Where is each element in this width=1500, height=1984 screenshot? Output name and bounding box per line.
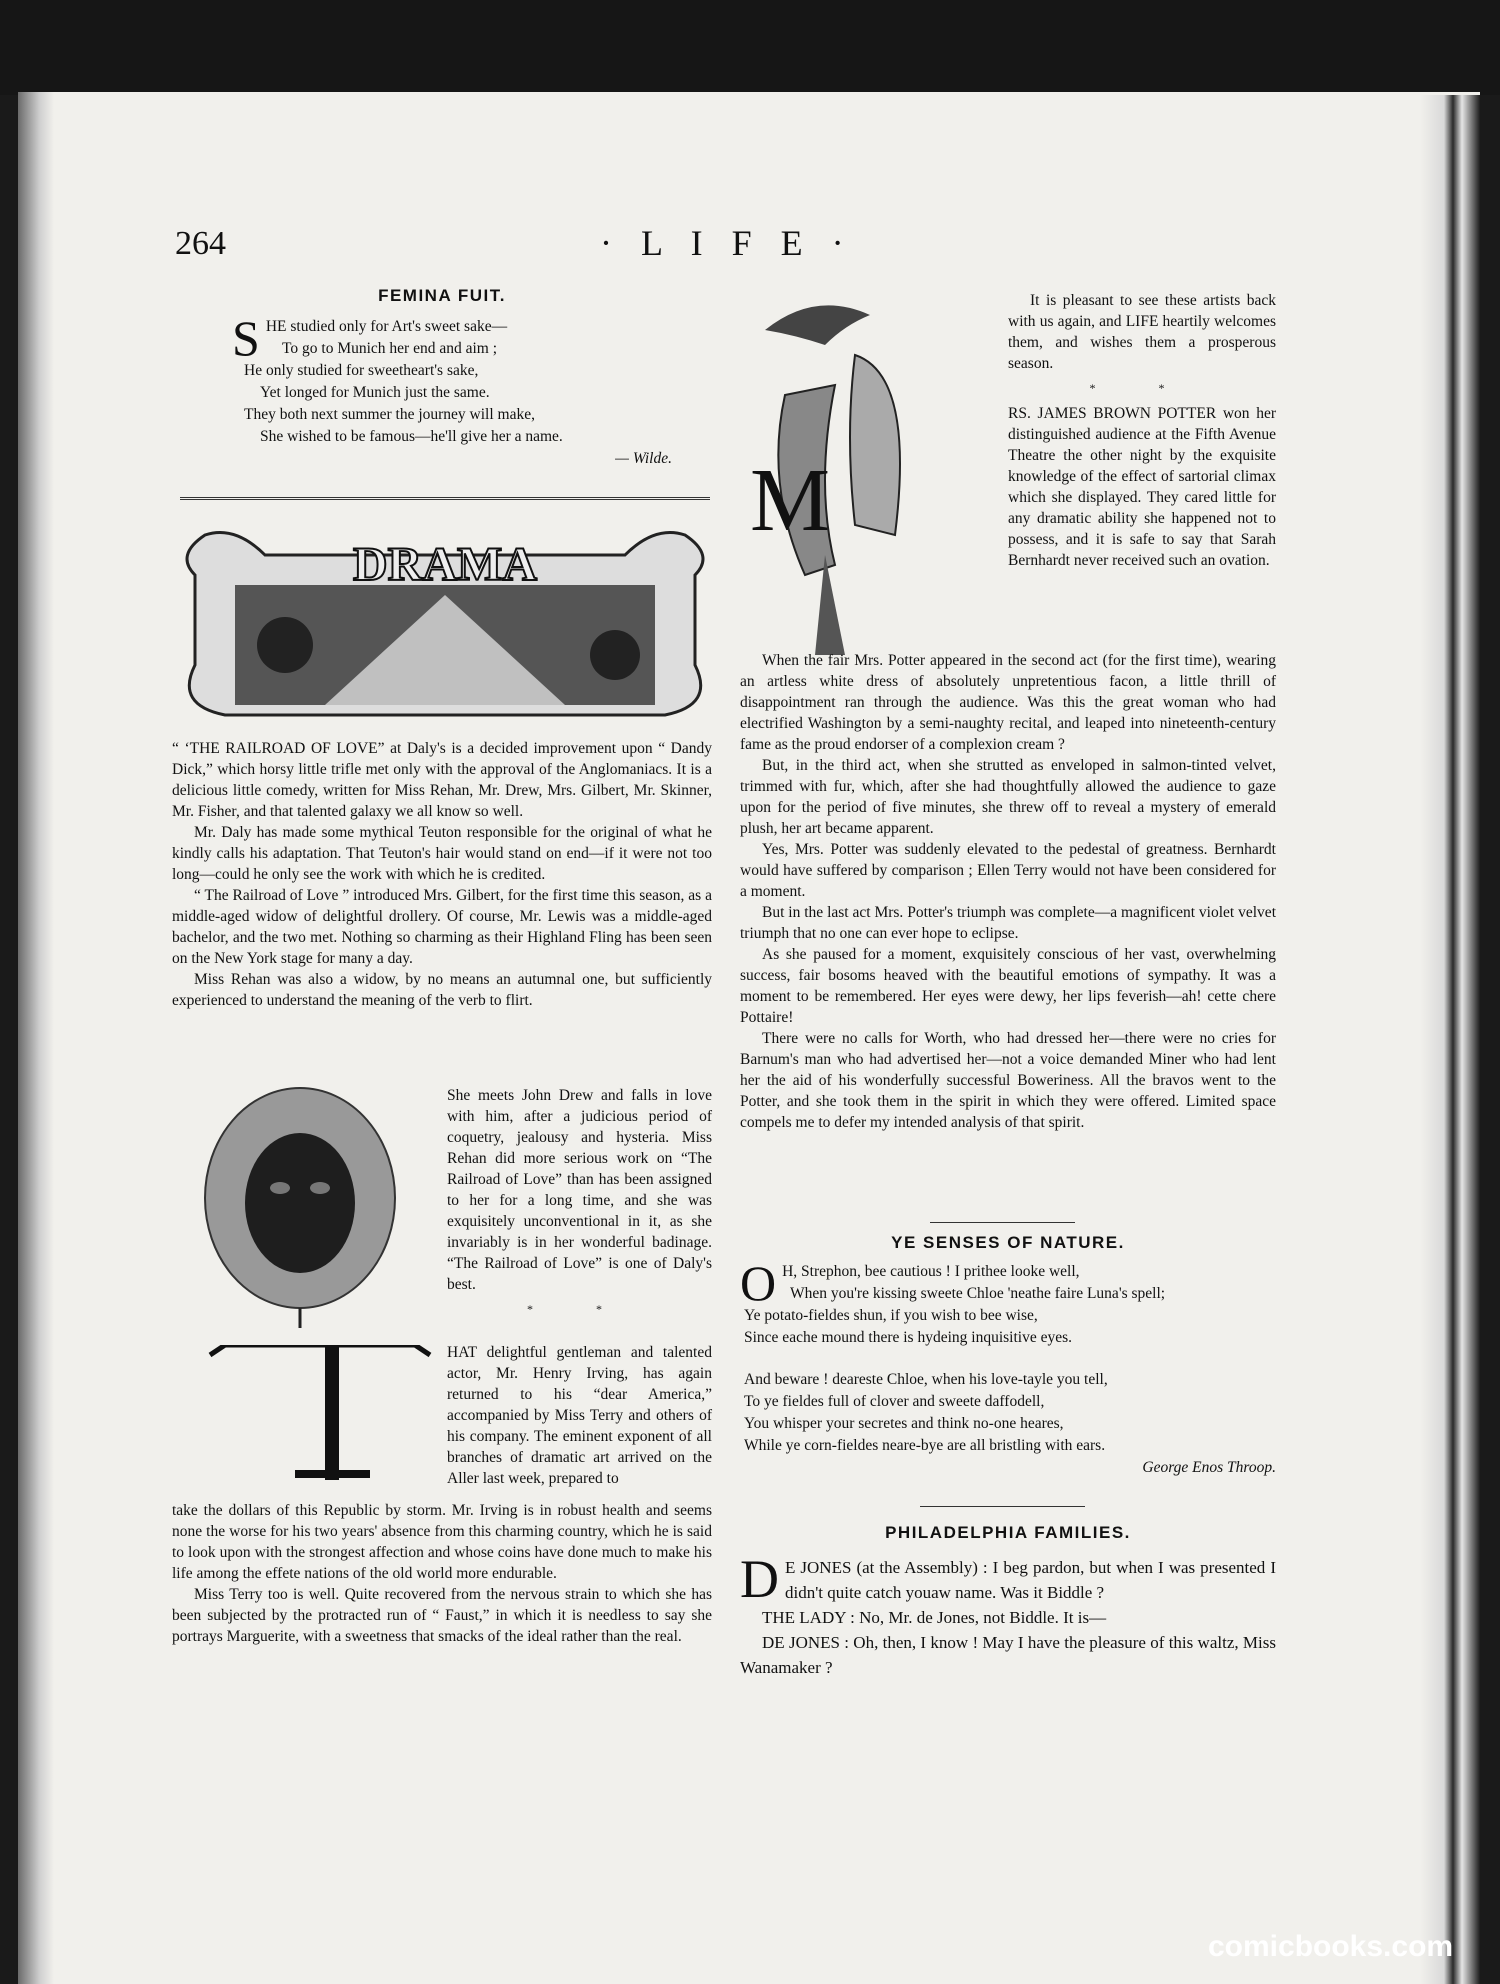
potter-paragraph-4: Yes, Mrs. Potter was suddenly elevated to the pedestal of greatness. Bernhardt would have suffered by comparison ; Ellen Terry would not have been considered for a moment.: [740, 841, 1276, 900]
watermark: comicbooks.com: [1208, 1930, 1454, 1963]
drama-paragraph-4b: She meets John Drew and falls in love with him, after a judicious period of coquetry, jealousy and hysteria. Miss Rehan did more serious work on “The Railroad of Love” than has been assigned to her for a long time, and she was exquisitely unconventional in it, as she invariably is in her wonderful badinage. “The Railroad of Love” is one of Daly's best.: [447, 1087, 712, 1293]
initial-t-foot: [295, 1470, 370, 1478]
page-right-edge: [1420, 95, 1480, 1984]
femina-line-1: HE studied only for Art's sweet sake—: [265, 318, 508, 335]
theatre-mask-illustration: [175, 1078, 430, 1328]
banner-palm-foliage: [257, 617, 313, 673]
potter-paragraph-5: But in the last act Mrs. Potter's triumph was complete—a magnificent violet velvet triumph that no one can ever hope to eclipse.: [740, 904, 1276, 942]
femina-line-2: To go to Munich her end and aim ;: [282, 340, 498, 357]
senses-line-4: Since eache mound there is hydeing inquisitive eyes.: [744, 1329, 1072, 1346]
illustration-wing: [765, 305, 870, 345]
potter-intro: [1008, 290, 1276, 571]
drama-paragraph-5: HAT delightful gentleman and talented actor, Mr. Henry Irving, has again returned to his “dear America,” accompanied by Miss Terry and others of his company. The eminent exponent of all branches of dramatic art arrived on the Aller last week, prepared to: [447, 1344, 712, 1487]
philadelphia-line-1: D E JONES (at the Assembly) : I beg pardon, but when I was presented I didn't quite catch youaw name. Was it Biddle ?: [740, 1549, 1276, 1609]
banner-right-foliage: [590, 630, 640, 680]
philadelphia-title: PHILADELPHIA FAMILIES.: [885, 1523, 1131, 1542]
femina-line-5: They both next summer the journey will make,: [244, 406, 535, 423]
femina-dropcap: S: [232, 310, 260, 366]
senses-signature: George Enos Throop.: [1142, 1459, 1276, 1476]
philadelphia-lady-line: THE LADY : No, Mr. de Jones, not Biddle. It is—: [762, 1608, 1107, 1627]
femina-title: FEMINA FUIT.: [378, 286, 506, 305]
mask-face: [245, 1133, 355, 1273]
initial-t-crossbar: [210, 1345, 430, 1355]
senses-line-8: While ye corn-fieldes neare-bye are all bristling with ears.: [744, 1437, 1106, 1454]
initial-t-stem: [325, 1345, 339, 1480]
drama-article-bottom: [172, 1500, 712, 1647]
senses-line-1: H, Strephon, bee cautious ! I prithee looke well,: [782, 1263, 1080, 1280]
potter-paragraph-2: When the fair Mrs. Potter appeared in the second act (for the first time), wearing an artless white dress of absolutely unpretentious facon, a little thrill of disappointment ran through the audience. Was this the great woman who had electrified Washington by a semi-naughty recital, and leaped into nineteenth-century fame as the proud endorser of a complexion cream ?: [740, 652, 1276, 753]
femina-signature: — Wilde.: [615, 450, 672, 467]
senses-of-nature-section: [740, 1232, 1276, 1479]
philadelphia-families-section: [740, 1520, 1276, 1680]
drama-column-wrap-2: [447, 1342, 712, 1489]
femina-poem: [232, 310, 712, 470]
potter-paragraph-6: As she paused for a moment, exquisitely conscious of her vast, overwhelming success, fair bosoms heaved with the beautiful emotions of sympathy. It was a moment to be remembered. Her eyes were dewy, her lips feverish—ah! cette chere Pottaire!: [740, 946, 1276, 1026]
potter-paragraph-0: It is pleasant to see these artists back with us again, and LIFE heartily welcomes them, and wishes them a prosperous season.: [1008, 292, 1276, 372]
drama-article-top: [172, 738, 712, 1011]
drama-paragraph-2: Mr. Daly has made some mythical Teuton responsible for the original of what he kindly calls his adaptation. That Teuton's hair would stand on end—if it were not too long—could he only see the work with which he is credited.: [172, 824, 712, 883]
senses-line-7: You whisper your secretes and think no-one heares,: [744, 1415, 1064, 1432]
section-divider-short-2: [920, 1506, 1085, 1507]
banner-title: DRAMA: [353, 538, 537, 591]
masthead: · L I F E ·: [600, 223, 854, 263]
philadelphia-jones-line: DE JONES : Oh, then, I know ! May I have the pleasure of this waltz, Miss Wanamaker ?: [740, 1633, 1276, 1677]
drama-banner-illustration: [175, 515, 715, 730]
section-stars-right: * *: [1089, 381, 1195, 395]
senses-title: YE SENSES OF NATURE.: [891, 1233, 1125, 1252]
drama-paragraph-3: “ The Railroad of Love ” introduced Mrs. Gilbert, for the first time this season, as a middle-aged widow of delightful drollery. Of course, Mr. Lewis was a middle-aged bachelor, and the two met. Nothing so charming as their Highland Fling has been seen on the New York stage for many a day.: [172, 887, 712, 967]
senses-line-5: And beware ! deareste Chloe, when his love-tayle you tell,: [744, 1371, 1108, 1388]
drama-paragraph-5b: take the dollars of this Republic by storm. Mr. Irving is in robust health and seems none the worse for his two years' absence from this charming country, which he is said to look upon with the strongest affection and whose coins have done much to make his life among the effete nations of the old world more endurable.: [172, 1502, 712, 1582]
senses-line-6: To ye fieldes full of clover and sweete daffodell,: [744, 1393, 1045, 1410]
drama-paragraph-6: Miss Terry too is well. Quite recovered from the nervous strain to which she has been subjected by the protracted run of “ Faust,” in which it is needless to say she portrays Marguerite, with a sweetness that smacks of the ideal rather than the real.: [172, 1586, 712, 1645]
illustration-right-sleeve: [850, 355, 900, 535]
femina-line-6: She wished to be famous—he'll give her a name.: [260, 428, 563, 445]
femina-fuit-section: [172, 285, 712, 470]
femina-line-3: He only studied for sweetheart's sake,: [244, 362, 479, 379]
senses-dropcap: O: [740, 1255, 777, 1311]
drama-column-wrap-1: [447, 1085, 712, 1324]
drama-paragraph-1: “ ‘THE RAILROAD OF LOVE” at Daly's is a decided improvement upon “ Dandy Dick,” which horsy little trifle met only with the approval of the Anglomaniacs. It is a delicious little comedy, written for Miss Rehan, Mr. Drew, Mrs. Gilbert, Mr. Skinner, Mr. Fisher, and that talented galaxy we all know so well.: [172, 740, 712, 820]
senses-line-3: Ye potato-fieldes shun, if you wish to bee wise,: [744, 1307, 1038, 1324]
mask-left-eye: [270, 1182, 290, 1194]
philadelphia-dropcap: D: [740, 1549, 779, 1609]
potter-article: [740, 650, 1276, 1133]
femina-line-4: Yet longed for Munich just the same.: [260, 384, 490, 401]
potter-paragraph-3: But, in the third act, when she strutted as enveloped in salmon-tinted velvet, trimmed with fur, which, after she had thoughtfully allowed the audience to gaze upon for the period of five minutes, she threw off to reveal a mystery of emerald plush, her art became apparent.: [740, 757, 1276, 837]
senses-poem: [740, 1255, 1276, 1479]
drama-paragraph-4: Miss Rehan was also a widow, by no means an autumnal one, but sufficiently experienced to understand the meaning of the verb to flirt.: [172, 971, 712, 1009]
mask-right-eye: [310, 1182, 330, 1194]
page-binding-shadow: [18, 92, 54, 1984]
section-divider: [180, 497, 710, 500]
scan-border-top: [0, 0, 1500, 95]
potter-dress-illustration: [745, 285, 995, 660]
section-stars-left: * *: [527, 1302, 632, 1316]
senses-line-2: When you're kissing sweete Chloe 'neathe faire Luna's spell;: [790, 1285, 1166, 1302]
potter-paragraph-7: There were no calls for Worth, who had dressed her—there were no cries for Barnum's man who had advertised her—not a voice demanded Miner who had lent her the aid of his wonderfully successful Boweriness. All the bravos went to the Potter, and she took them in the spirit in which they were offered. Limited space compels me to defer my intended analysis of that spirit.: [740, 1030, 1276, 1131]
section-divider-short: [930, 1222, 1075, 1223]
page-number: 264: [175, 225, 226, 262]
potter-dropcap: M: [750, 451, 831, 550]
potter-paragraph-1: RS. JAMES BROWN POTTER won her distinguished audience at the Fifth Avenue Theatre the other night by the exquisite knowledge of the effect of sartorial climax which she displayed. They cared little for any dramatic ability she happened not to possess, and it is safe to say that Sarah Bernhardt never received such an ovation.: [1008, 405, 1276, 569]
decorative-initial-t: [205, 1345, 435, 1480]
